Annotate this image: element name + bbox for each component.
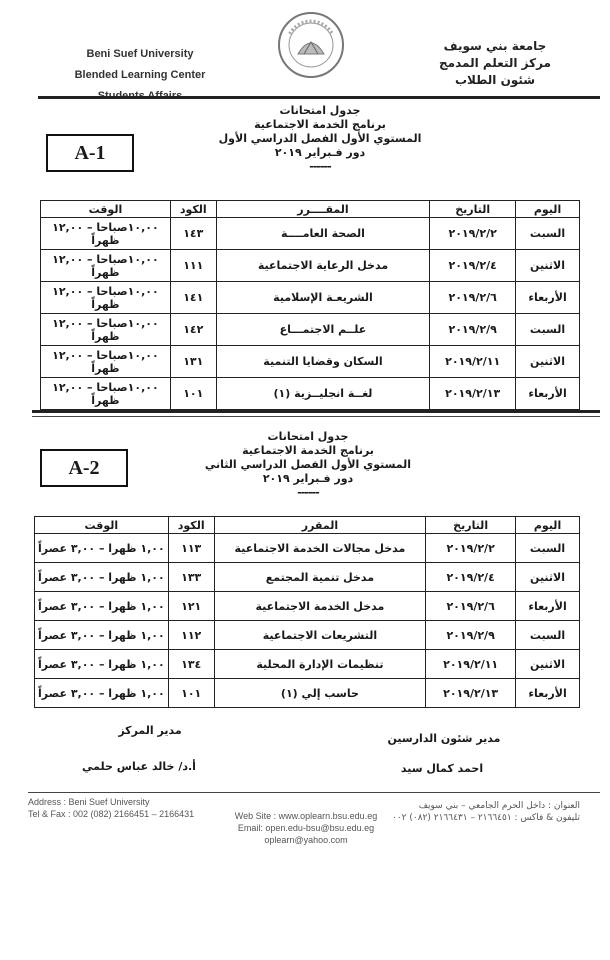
cell-course: مدخل الرعاية الاجتماعية xyxy=(216,250,429,282)
section1-schedule-table xyxy=(40,200,580,410)
cell-date: ٢٠١٩/٢/٦ xyxy=(430,282,516,314)
cell-day: السبت xyxy=(516,314,580,346)
students-affairs-manager-name: احمد كمال سيد xyxy=(400,762,484,775)
section1-code-box xyxy=(46,134,134,172)
cell-day: الاثنين xyxy=(516,650,580,679)
section1-title-block xyxy=(200,104,440,174)
header-day: اليوم xyxy=(516,517,580,534)
cell-date: ٢٠١٩/٢/٢ xyxy=(426,534,516,563)
footer-phone: Tel & Fax : 002 (082) 2166451 – 2166431 xyxy=(28,809,195,819)
cell-date: ٢٠١٩/٢/١١ xyxy=(426,650,516,679)
cell-code: ١٢١ xyxy=(168,592,214,621)
cell-code: ١٤٣ xyxy=(170,218,216,250)
cell-date: ٢٠١٩/٢/١٣ xyxy=(430,378,516,410)
header-course: المقرر xyxy=(214,517,426,534)
footer-ar-address: العنوان : داخل الحرم الجامعي – بني سويف xyxy=(418,801,580,811)
table-row xyxy=(41,218,580,250)
university-seal-icon xyxy=(276,10,346,80)
cell-time: ١٠,٠٠صباحا – ١٢,٠٠ ظهراً xyxy=(41,282,171,314)
cell-course: التشريعات الاجتماعية xyxy=(214,621,426,650)
cell-time: ١٠,٠٠صباحا – ١٢,٠٠ ظهراً xyxy=(41,378,171,410)
cell-time: ١,٠٠ ظهرا – ٣,٠٠ عصراً xyxy=(35,592,169,621)
cell-day: الأربعاء xyxy=(516,679,580,708)
cell-code: ١٣٤ xyxy=(168,650,214,679)
cell-course: مدخل تنمية المجتمع xyxy=(214,563,426,592)
cell-course: حاسب إلي (١) xyxy=(214,679,426,708)
cell-code: ١٣١ xyxy=(170,346,216,378)
table-row xyxy=(35,563,580,592)
header-day: اليوم xyxy=(516,201,580,218)
cell-date: ٢٠١٩/٢/١٣ xyxy=(426,679,516,708)
table-row xyxy=(35,679,580,708)
cell-day: الاثنين xyxy=(516,563,580,592)
table-row xyxy=(35,621,580,650)
cell-code: ١٣٣ xyxy=(168,563,214,592)
cell-time: ١٠,٠٠صباحا – ١٢,٠٠ ظهراً xyxy=(41,218,171,250)
footer-ar-phone: تليفون & فاكس : ٢١٦٦٤٥١ – ٢١٦٦٤٣١ (٠٨٢) ٠٠٢ xyxy=(391,813,580,823)
cell-course: الشريعـة الإسلامية xyxy=(216,282,429,314)
cell-time: ١,٠٠ ظهرا – ٣,٠٠ عصراً xyxy=(35,650,169,679)
cell-time: ١٠,٠٠صباحا – ١٢,٠٠ ظهراً xyxy=(41,346,171,378)
cell-date: ٢٠١٩/٢/٩ xyxy=(430,314,516,346)
section2-session: دور فـبراير ٢٠١٩ xyxy=(262,472,354,485)
cell-day: الاثنين xyxy=(516,346,580,378)
en-line-university: Beni Suef University xyxy=(86,48,194,60)
cell-code: ١٤١ xyxy=(170,282,216,314)
footer-address: Address : Beni Suef University xyxy=(28,797,150,807)
footer-website-link[interactable]: Web Site : www.oplearn.bsu.edu.eg xyxy=(234,811,378,821)
ar-line-center: مركز التعلم المدمج xyxy=(439,56,551,70)
cell-time: ١٠,٠٠صباحا – ١٢,٠٠ ظهراً xyxy=(41,314,171,346)
section2-code: A-2 xyxy=(68,457,100,479)
section-divider-thin xyxy=(32,416,600,417)
cell-day: السبت xyxy=(516,621,580,650)
cell-date: ٢٠١٩/٢/١١ xyxy=(430,346,516,378)
header-divider xyxy=(38,96,600,99)
header-code: الكود xyxy=(170,201,216,218)
cell-code: ١٠١ xyxy=(168,679,214,708)
cell-day: السبت xyxy=(516,534,580,563)
table-row xyxy=(35,650,580,679)
center-director-title: مدير المركز xyxy=(118,724,182,737)
section2-title-block xyxy=(188,430,428,500)
cell-time: ١,٠٠ ظهرا – ٣,٠٠ عصراً xyxy=(35,621,169,650)
section2-code-box xyxy=(40,449,128,487)
cell-date: ٢٠١٩/٢/٦ xyxy=(426,592,516,621)
cell-code: ١١٣ xyxy=(168,534,214,563)
header-date: التاريخ xyxy=(430,201,516,218)
cell-date: ٢٠١٩/٢/٤ xyxy=(426,563,516,592)
header-time: الوقت xyxy=(35,517,169,534)
cell-code: ١١١ xyxy=(170,250,216,282)
section1-title: جدول امتحانات xyxy=(279,104,361,117)
section1-program: برنامج الخدمة الاجتماعية xyxy=(254,118,386,131)
cell-course: علــم الاجتمـــاع xyxy=(216,314,429,346)
footer-email-link[interactable]: Email: open.edu-bsu@bsu.edu.eg xyxy=(237,823,375,833)
header-time: الوقت xyxy=(41,201,171,218)
section1-dash: ------ xyxy=(309,160,331,173)
table-row xyxy=(41,314,580,346)
table-row xyxy=(35,592,580,621)
section2-program: برنامج الخدمة الاجتماعية xyxy=(242,444,374,457)
ar-line-affairs: شئون الطلاب xyxy=(454,73,536,87)
cell-course: مدخل مجالات الخدمة الاجتماعية xyxy=(214,534,426,563)
cell-course: تنظيمات الإدارة المحلية xyxy=(214,650,426,679)
section2-header-row xyxy=(35,517,580,534)
section1-code: A-1 xyxy=(74,142,106,164)
section2-dash: ------ xyxy=(297,486,319,499)
cell-time: ١,٠٠ ظهرا – ٣,٠٠ عصراً xyxy=(35,534,169,563)
section2-level: المستوي الأول الفصل الدراسي الثاني xyxy=(204,458,412,471)
cell-code: ١١٢ xyxy=(168,621,214,650)
cell-day: السبت xyxy=(516,218,580,250)
table-row xyxy=(41,346,580,378)
cell-code: ١٠١ xyxy=(170,378,216,410)
cell-course: مدخل الخدمة الاجتماعية xyxy=(214,592,426,621)
cell-time: ١,٠٠ ظهرا – ٣,٠٠ عصراً xyxy=(35,679,169,708)
arabic-letterhead xyxy=(420,38,570,89)
en-line-center: Blended Learning Center xyxy=(74,69,206,81)
header-course: المقــــرر xyxy=(216,201,429,218)
cell-date: ٢٠١٩/٢/٤ xyxy=(430,250,516,282)
center-director-name: أ.د/ خالد عباس حلمي xyxy=(82,760,196,773)
cell-day: الأربعاء xyxy=(516,592,580,621)
cell-time: ١,٠٠ ظهرا – ٣,٠٠ عصراً xyxy=(35,563,169,592)
section1-header-row xyxy=(41,201,580,218)
cell-course: السكان وقضايا التنمية xyxy=(216,346,429,378)
section1-level: المستوي الأول الفصل الدراسي الأول xyxy=(218,132,422,145)
footer-english-address xyxy=(28,796,228,820)
footer-divider xyxy=(28,792,600,793)
header-code: الكود xyxy=(168,517,214,534)
cell-day: الاثنين xyxy=(516,250,580,282)
footer-arabic-address xyxy=(360,800,580,824)
cell-date: ٢٠١٩/٢/٩ xyxy=(426,621,516,650)
students-affairs-manager-title: مدير شئون الدارسين xyxy=(387,732,501,745)
footer-email2-link[interactable]: oplearn@yahoo.com xyxy=(264,835,348,845)
section1-session: دور فـبراير ٢٠١٩ xyxy=(274,146,366,159)
ar-line-university: جامعة بني سويف xyxy=(443,39,547,53)
section-divider xyxy=(32,410,600,413)
cell-day: الأربعاء xyxy=(516,282,580,314)
header-date: التاريخ xyxy=(426,517,516,534)
table-row xyxy=(41,250,580,282)
cell-course: الصحة العامــــة xyxy=(216,218,429,250)
table-row xyxy=(41,282,580,314)
section2-schedule-table xyxy=(34,516,580,708)
cell-date: ٢٠١٩/٢/٢ xyxy=(430,218,516,250)
section2-title: جدول امتحانات xyxy=(267,430,349,443)
cell-course: لغــة انجليــزية (١) xyxy=(216,378,429,410)
cell-code: ١٤٢ xyxy=(170,314,216,346)
cell-day: الأربعاء xyxy=(516,378,580,410)
cell-time: ١٠,٠٠صباحا – ١٢,٠٠ ظهراً xyxy=(41,250,171,282)
table-row xyxy=(35,534,580,563)
table-row xyxy=(41,378,580,410)
